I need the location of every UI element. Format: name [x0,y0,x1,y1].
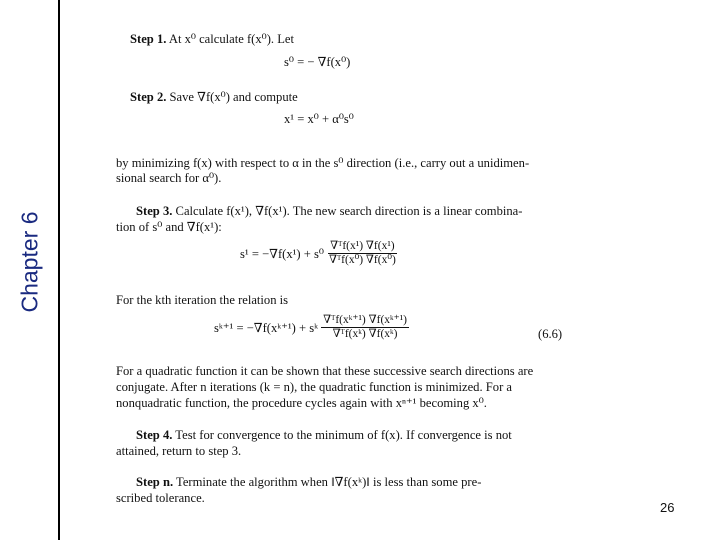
equation-3-denominator: ∇ᵀf(x⁰) ∇f(x⁰) [328,254,396,266]
step-2-text: Step 2. Save ∇f(x⁰) and compute [130,90,298,104]
equation-3 [240,240,398,267]
page-number: 26 [660,500,675,515]
step-1-text: Step 1. At x⁰ calculate f(x⁰). Let [130,32,294,46]
step-label: Step 1. [130,32,167,46]
equation-4-denominator: ∇ᵀf(xᵏ) ∇f(xᵏ) [332,328,398,340]
step-label: Step 2. [130,90,167,104]
equation-4-numerator: ∇ᵀf(xᵏ⁺¹) ∇f(xᵏ⁺¹) [323,314,408,326]
paragraph-2-line-2: conjugate. After n iterations (k = n), the quadratic function is minimized. For a [116,380,513,394]
equation-4-lhs: sᵏ⁺¹ = −∇f(xᵏ⁺¹) + sᵏ [214,320,319,335]
step-3-text-continued: tion of s⁰ and ∇f(x¹): [116,220,222,234]
paragraph-1-line-2: sional search for α⁰). [116,171,222,185]
equation-1: s⁰ = − ∇f(x⁰) [284,55,351,69]
paragraph-2-line-1: For a quadratic function it can be shown that these successive search directions are [116,364,534,378]
step-n-text: Step n. Terminate the algorithm when ‖∇f(xᵏ)‖ is less than some pre- [136,475,482,489]
step-label: Step 3. [136,204,173,218]
step-label: Step n. [136,475,174,489]
chapter-label: Chapter 6 [16,211,43,313]
step-n-text-continued: scribed tolerance. [116,491,205,505]
equation-3-lhs: s¹ = −∇f(x¹) + s⁰ [240,246,324,261]
paragraph-2-line-3: nonquadratic function, the procedure cycles again with xⁿ⁺¹ becoming x⁰. [116,396,487,410]
step-label: Step 4. [136,428,173,442]
equation-4 [214,314,409,341]
scanned-page [112,14,578,514]
equation-3-fraction [327,240,398,267]
sidebar [0,0,60,540]
paragraph-1-line-1: by minimizing f(x) with respect to α in the s⁰ direction (i.e., carry out a unidimen- [116,156,530,170]
equation-3-numerator: ∇ᵀf(x¹) ∇f(x¹) [330,240,395,252]
step-3-text: Step 3. Calculate f(x¹), ∇f(x¹). The new search direction is a linear combina- [136,204,523,218]
kth-iteration-text: For the kth iteration the relation is [116,293,289,307]
step-4-text-continued: attained, return to step 3. [116,444,242,458]
equation-4-fraction [321,314,409,341]
equation-number: (6.6) [538,327,563,341]
step-4-text: Step 4. Test for convergence to the minimum of f(x). If convergence is not [136,428,512,442]
equation-2: x¹ = x⁰ + α⁰s⁰ [284,112,354,126]
